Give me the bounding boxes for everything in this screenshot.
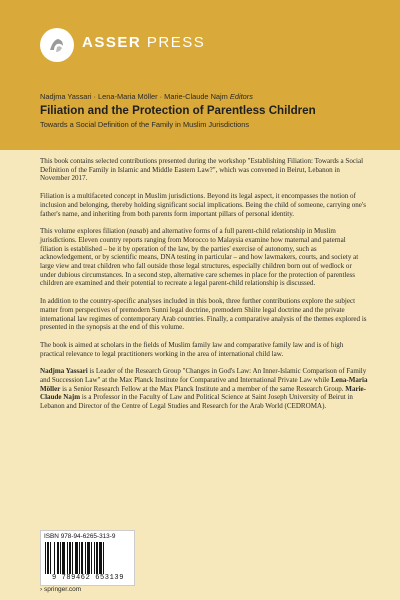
bio-name: Nadjma Yassari [40,367,88,376]
paragraph: The book is aimed at scholars in the fields of Muslim family law and comparative family law and is of high practical relevance to legal practitioners working in the area of international child law. [40,340,344,358]
book-title: Filiation and the Protection of Parentless Children [40,104,316,117]
editors-line [40,92,370,101]
paragraph: This book contains selected contributions presented during the workshop "Establishing Filiation: Towards a Social Definition of the Family in Islamic and Middle Eastern Law?", which was convened in Beirut, Lebanon in November 2017. [40,157,364,183]
bio-text: is a Senior Research Fellow at the Max Planck Institute and a member of the same Research Group. [60,384,346,393]
paragraph [40,227,368,288]
blurb [40,157,368,411]
editor-names: Nadjma Yassari · Lena-Maria Möller · Marie-Claude Najm [40,92,228,101]
bio-text: is Leader of the Research Group "Changes in God's Law: An Inner-Islamic Comparison of Family and Succession Law" at the Max Planck Institute for Comparative and International Private Law while [40,367,367,385]
barcode [44,542,132,574]
bio-name: Marie-Claude Najm [40,384,367,402]
publisher-bold: ASSER [82,34,142,51]
bio-text: is a Professor in the Faculty of Law and Political Science at Saint Joseph University of Beirut in Lebanon and Director of the Centre of Legal Studies and Research for the Arab World (CEDROMA). [40,393,353,411]
paragraph: In addition to the country-specific analyses included in this book, three further contributions explore the subject matter from perspectives of premodern Sunni legal doctrine, premodern Shiite legal doctrine and the private international law regimes of contemporary Arab countries. Finally, a comparative analysis of the themes explored is presented in the synopsis at the end of this volume. [40,297,367,332]
nasab-term: nasab [129,227,147,236]
paragraph-text: ) and alternative forms of a full parent-child relationship in Muslim jurisdictions. Eleven country reports ranging from Morocco to Malaysia examine how maternal and paternal filiation is established – be it by operation of the law, by the parties' exercise of autonomy, such as acknowledgement, or by scientific means, DNA testing in particular – and how lawmakers, courts, and society at large view and treat children who fall outside those legal structures, especially children born out of wedlock or under dubious circumstances. In a second step, alternative care schemes in place for the protection of parentless children are examined and their potential to recreate a legal parent-child relationship is discussed. [40,227,359,288]
asser-logo-icon [40,28,74,62]
book-subtitle: Towards a Social Definition of the Family in Muslim Jurisdictions [40,120,250,129]
publisher-light: PRESS [146,34,206,51]
paragraph-text: This volume explores filiation ( [40,227,130,236]
editor-bios [40,367,368,411]
publisher-name [82,34,205,51]
isbn-number: ISBN 978-94-6265-313-9 [44,533,116,540]
barcode-digits: 9 789462 653139 [51,574,124,582]
editors-role: Editors [229,92,253,101]
paragraph: Filiation is a multifaceted concept in Muslim jurisdictions. Beyond its legal aspect, it encompasses the notion of inclusion and belonging, thereby holding significant social implications. Being the child of someone, carrying one's father's name, and inheriting from both parents form important pillars of personal identity. [40,192,366,218]
bio-name: Lena-Maria Möller [40,376,368,393]
springer-link[interactable]: › springer.com [40,586,82,593]
